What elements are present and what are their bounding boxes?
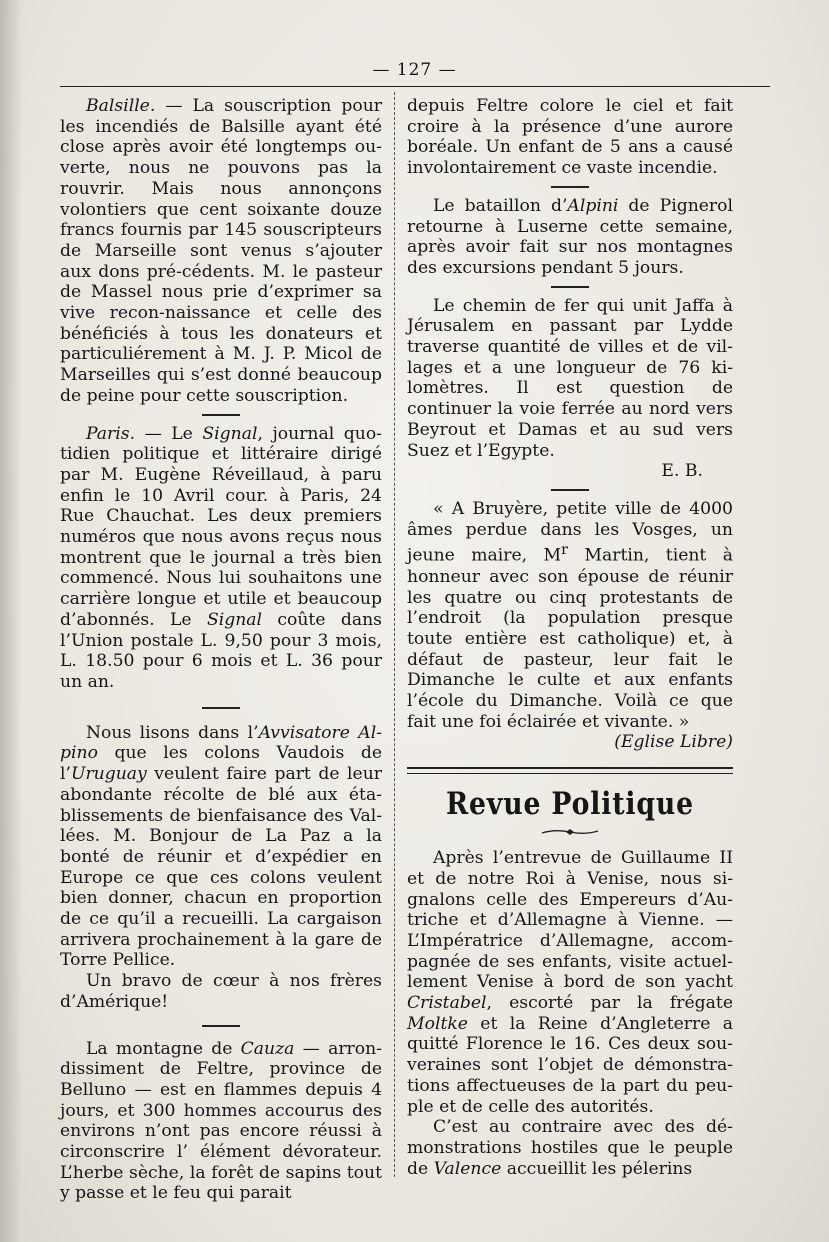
separator-rule [202, 1025, 240, 1027]
ornament-divider [407, 826, 733, 840]
page-number: — 127 — [372, 60, 457, 80]
revue-text-3: et la Reine d’Angleterre a quitté Florence le 16. Ces deux sou- veraines sont l’objet de démonstra- tions affectueuses de la part du peu- ple et de celle des autorités. [407, 1013, 733, 1117]
page-edge-shadow [0, 0, 22, 1242]
paris-text-2: , journal quo- tidien politique et littéraire dirigé par M. Eugène Réveillaud, à paru enfin le 10 Avril cour. à Paris, 24 Rue Chauchat. Les deux premiers numéros que nous avons reçus nous montrent que le journal a très bien commencé. Nous lui souhaitons une carrière longue et utile et beaucoup d’abonnés. Le [60, 423, 382, 630]
uruguay-bravo: Un bravo de cœur à nos frères d’Amérique! [60, 971, 382, 1012]
bruyere-text-1: « A Bruyère, petite ville de 4000 âmes perdue dans les Vosges, un jeune maire, M [407, 498, 733, 567]
separator-rule [202, 707, 240, 709]
section-title: Revue Politique [446, 786, 694, 823]
revue-valence: Valence [433, 1158, 502, 1179]
revue-text-4a: C’est au contraire avec des dé- monstrations hostiles que le peuple de [407, 1117, 733, 1179]
article-revue [407, 848, 733, 1117]
section-double-rule [407, 767, 733, 774]
balsille-text: — La souscription pour les incendiés de Balsille ayant été close après avoir été longtemps ou-​verte, nous ne pouvons pas la rouvrir. Mais nous annonçons volontiers que cent soixante douze francs fournis par 145 souscripteurs de Marseille sont venus s’ajouter aux dons pré-​cédents. M. le pasteur de Massel nous prie d’exprimer sa vive recon-​naissance et celle des bénéficiés à tous les donateurs et particuliérement à M. J. P. Micol de Marseilles qui s’est donné beaucoup de peine pour cette souscription. [60, 96, 382, 406]
revue-text-4b: accueillit les pélerins [501, 1158, 693, 1179]
lead-balsille: Balsille. [86, 96, 156, 116]
paris-signal: Signal [202, 423, 258, 444]
uruguay-text-2: que les colons Vaudois de l’ [60, 743, 382, 785]
uruguay-text-3: veulent faire part de leur abondante récolte de blé aux éta- blissements de bienfaisance des Val- lées. M. Bonjour de La Paz a la bonté de réunir et d’expédier en Europe ce que ces colons veulent bien donner, chacun en proportion de ce qu’il a recueilli. La cargaison arrivera prochainement à la gare de Torre Pellice. [60, 764, 382, 971]
revue-moltke: Moltke [407, 1013, 468, 1034]
article-revue-2 [407, 1117, 733, 1179]
uruguay-name: Uruguay [70, 764, 147, 785]
uruguay-avvisatore: Avvisatore Al- pino [60, 722, 382, 764]
article-jaffa: Le chemin de fer qui unit Jaffa à Jérusalem en passant par Lydde traverse quantité de villes et de vil- lages et a une longueur de 76 ki- lomètres. Il est question de continuer la voie ferrée au nord vers Beyrout et Damas et au sud vers Suez et l’Egypte. [407, 295, 733, 461]
article-balsille [60, 96, 382, 407]
paris-signal-2: Signal [206, 609, 263, 630]
cauza-name: Cauza [240, 1038, 295, 1059]
separator-rule [551, 186, 589, 188]
bruyere-text-2: Martin, tient à honneur avec son épouse de réunir les quatre ou cinq protestants de l’endroit (la population presque toute entière est catholique) et, à défaut de pasteur, leur fait le Dimanche le culte et aux enfants l’école du Dimanche. Voilà ce que fait une foi éclairée et vivante. » [407, 546, 733, 732]
bruyere-source [407, 732, 733, 753]
signature: E. B. [661, 461, 703, 482]
left-column [60, 96, 382, 1204]
ornament-flourish-icon [540, 827, 600, 837]
alpini-text-2: de Pignerol retourne à Luserne cette semaine, après avoir fait sur nos montagnes des excursions pendant 5 jours. [407, 195, 733, 278]
bruyere-sup: r [561, 542, 568, 559]
separator-rule [551, 489, 589, 491]
cauza-text-1: La montagne de [86, 1038, 241, 1059]
revue-cristabel: Cristabel [407, 993, 487, 1014]
bruyere-source-text: (Eglise Libre) [614, 732, 733, 753]
article-alpini [407, 196, 733, 279]
cauza-text-2: — arron- dissiment de Feltre, province de Belluno — est en flammes depuis 4 jours, et 300 hommes accourus des environs n’ont pas encore réussi à circonscrire l’ élément dévorateur. L’herbe sèche, la forêt de sapins tout y passe et le feu qui parait [60, 1038, 382, 1204]
right-column [407, 96, 733, 1179]
article-uruguay [60, 723, 382, 971]
revue-text-1: Après l’entrevue de Guillaume II et de notre Roi à Venise, nous si- gnalons celle des Empereurs d’Au- triche et d’Allemagne à Vienne. — L’Impératrice d’Allemagne, accom- pagnée de ses enfants, visite actuel- lement Venise à bord de son yacht [407, 848, 733, 993]
alpini-text-1: Le bataillon d’ [433, 195, 568, 216]
article-cauza [60, 1039, 382, 1205]
header-rule [60, 86, 770, 87]
separator-rule [551, 286, 589, 288]
column-divider [394, 92, 395, 1177]
cauza-continued: depuis Feltre colore le ciel et fait croire à la présence d’une aurore boréale. Un enfant de 5 ans a causé involontairement ce vaste incendie. [407, 96, 733, 179]
paris-text-1: — Le [135, 423, 203, 444]
revue-text-2: , escorté par la frégate [486, 993, 733, 1014]
article-bruyere [407, 499, 733, 732]
paris-text-3: coûte dans l’Union postale L. 9,50 pour 3 mois, L. 18.50 pour 6 mois et L. 36 pour un an. [60, 609, 382, 692]
alpini-name: Alpini [567, 195, 619, 216]
separator-rule [202, 414, 240, 416]
article-paris [60, 424, 382, 693]
lead-paris: Paris. [86, 423, 136, 444]
uruguay-text-1: Nous lisons dans l’ [86, 722, 259, 743]
